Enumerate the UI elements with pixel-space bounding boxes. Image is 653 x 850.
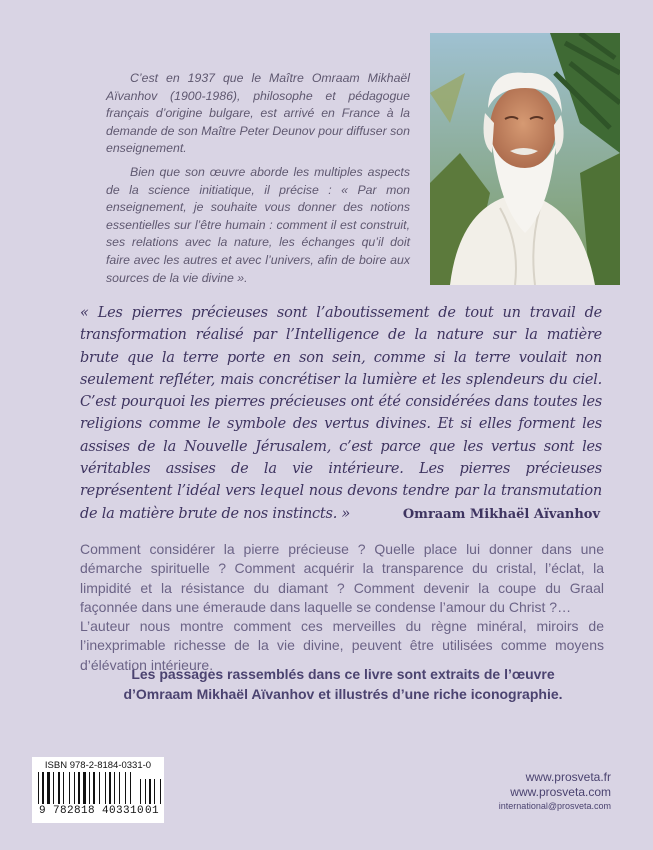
website-link-fr[interactable]: www.prosveta.fr <box>525 770 611 784</box>
barcode-stripe <box>89 772 90 804</box>
barcode-stripe <box>119 772 120 804</box>
publisher-contact <box>499 770 611 813</box>
barcode-stripe <box>93 772 95 804</box>
barcode-stripe <box>53 772 54 804</box>
bio-paragraph-1: C’est en 1937 que le Maître Omraam Mikhaël Aïvanhov (1900-1986), philosophe et pédagogue français d’origine bulgare, est arrivé en France à la demande de son Maître Peter Deunov pour diffuser son enseignement. <box>106 71 410 156</box>
website-link-com[interactable]: www.prosveta.com <box>510 785 611 799</box>
barcode-stripe <box>38 772 39 804</box>
description-paragraph-1: Comment considérer la pierre précieuse ? Quelle place lui donner dans une démarche spirituelle ? Comment acquérir la transparence du cristal, l’éclat, la limpidité et la résistance du diamant ? Comment devenir la coupe du Graal façonnée dans une émeraude dans laquelle se condense l’amour du Christ ?… <box>80 541 604 615</box>
barcode-stripe <box>78 772 80 804</box>
barcode-stripe <box>63 772 64 804</box>
email-link[interactable]: international@prosveta.com <box>498 801 611 811</box>
closing-statement: Les passages rassemblés dans ce livre sont extraits de l’œuvre d’Omraam Mikhaël Aïvanhov et illustrés d’une riche iconographie. <box>123 666 563 702</box>
barcode-stripe <box>58 772 60 804</box>
barcode-stripe <box>99 772 100 804</box>
barcode-stripe <box>109 772 111 804</box>
barcode-stripe <box>105 772 106 804</box>
portrait-illustration <box>430 33 620 285</box>
barcode-addon-stripe <box>154 779 155 804</box>
book-description <box>80 540 604 675</box>
barcode-stripe <box>83 772 86 804</box>
barcode-addon-number: 01 <box>144 805 159 817</box>
barcode-stripe <box>125 772 126 804</box>
barcode-main-number: 9 782818 403310 <box>39 805 145 817</box>
barcode-stripe <box>130 772 131 804</box>
barcode-addon-stripe <box>145 779 146 804</box>
quote-author: Omraam Mikhaël Aïvanhov <box>402 507 600 522</box>
barcode-addon-stripe <box>149 779 151 804</box>
barcode-stripe <box>74 772 75 804</box>
barcode-number <box>39 805 159 817</box>
barcode-stripe <box>42 772 44 804</box>
bio-paragraph-2: Bien que son œuvre aborde les multiples aspects de la science initiatique, il précise : « Par mon enseignement, je souhaite vous donner des notions essentielles sur l’être humain : comment il est construit, ses relations avec la nature, les échanges qu’il doit faire avec les autres et avec l’univers, afin de boire aux sources de la vie divine ». <box>106 164 410 285</box>
description-paragraph-2: L’auteur nous montre comment ces merveilles du règne minéral, miroirs de l’inexprimable richesse de la vie divine, peuvent être utilisées comme moyens d’élévation intérieure. <box>80 618 604 673</box>
barcode-addon-stripe <box>160 779 161 804</box>
isbn-label: ISBN 978-2-8184-0331-0 <box>44 760 152 771</box>
barcode-stripe <box>69 772 70 804</box>
author-portrait-photo <box>430 33 620 285</box>
author-biography <box>106 70 410 293</box>
barcode-stripe <box>47 772 50 804</box>
barcode-stripe <box>114 772 115 804</box>
isbn-barcode <box>32 757 164 823</box>
featured-quote: « Les pierres précieuses sont l’aboutissement de tout un travail de transformation réalisé par l’Intelligence de la nature sur la matière brute que la terre porte en son sein, comme si la terre voulait non seulement refléter, mais concrétiser la lumière et les splendeurs du ciel. C’est pourquoi les pierres précieuses ont été considérées dans toutes les religions comme le symbole des vertus divines. Et si elles forment les assises de la Nouvelle Jérusalem, c’est parce que les vertus sont les véritables assises de la vie intérieure. Les pierres précieuses représentent l’idéal vers lequel nous devons tendre par la transmutation de la matière brute de nos instincts. » <box>80 305 602 522</box>
barcode-addon-stripe <box>140 779 141 804</box>
